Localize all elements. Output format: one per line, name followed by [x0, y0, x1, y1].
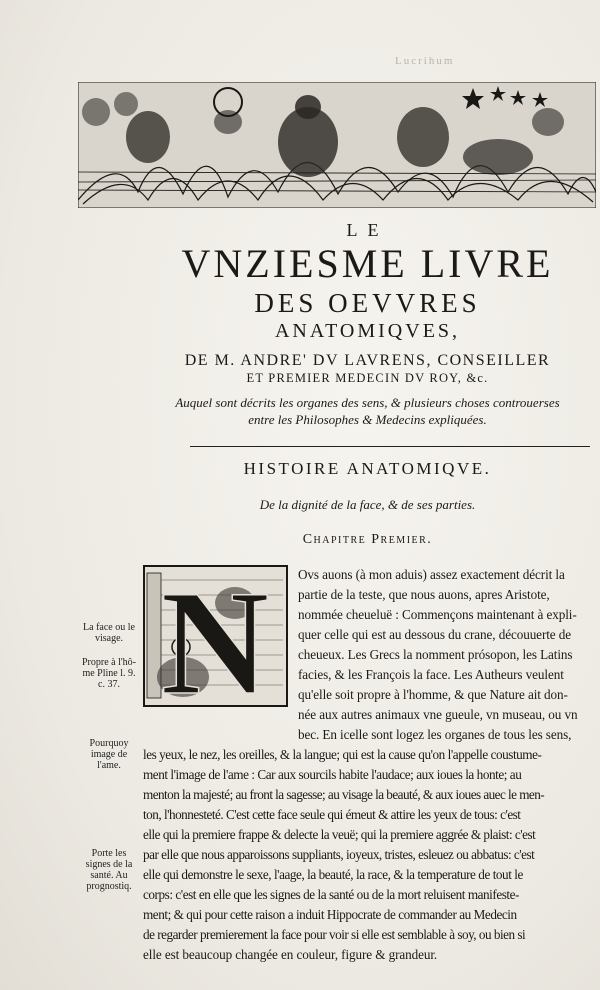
author-line-2: ET PREMIER MEDECIN DV ROY, &c.	[246, 371, 489, 385]
body-line: par elle que nous apparoissons suppliants, ioyeux, tristes, esleuez ou abbatus: c'est	[143, 847, 535, 862]
body-line: Ovs auons (à mon aduis) assez exactement décrit la	[298, 567, 565, 582]
body-line: elle qui la premiere frappe & delecte la veuë; qui la premiere aggrée & plaist: c'est	[143, 827, 536, 842]
body-line: qu'elle soit propre à l'homme, & que Nature ait don-	[298, 687, 568, 702]
body-line: nommée cheueluë : Commençons maintenant à expli-	[298, 607, 577, 622]
decorative-headpiece-banner	[78, 82, 596, 208]
subtitle-line-1: Auquel sont décrits les organes des sens, & plusieurs choses controuerses	[175, 395, 560, 410]
body-line: facies, & les François la face. Les Autheurs veulent	[298, 667, 564, 682]
section-subheading: De la dignité de la face, & de ses parties.	[259, 497, 476, 512]
chapter-heading: Chapitre Premier.	[302, 532, 433, 547]
body-line: elle qui demonstre le sexe, l'aage, la beauté, la race, & la temperature de tout le	[143, 867, 523, 882]
body-line: de regarder premierement la face pour voir si elle est semblable à soy, ou bien si	[143, 927, 526, 942]
body-line: menton la majesté; au front la sagesse; au visage la beauté, & aux ioues auec le men-	[143, 787, 545, 802]
margin-note: Pourquoy image de l'ame.	[89, 738, 129, 771]
title-des-oeuvres: DES OEVVRES	[254, 288, 481, 318]
body-line: ment l'image de l'ame : Car aux sourcils habite l'audace; aux ioues la honte; au	[143, 767, 522, 782]
horizontal-rule	[190, 446, 590, 447]
body-line: quer celle qui est au dessous du crane, découuerte de	[298, 627, 571, 642]
title-block	[140, 218, 595, 428]
title-anatomiques: ANATOMIQVES,	[274, 320, 461, 342]
title-main: VNZIESME LIVRE	[181, 241, 554, 286]
body-line: elle est beaucoup changée en couleur, figure & grandeur.	[143, 947, 438, 962]
margin-note: Propre à l'hô-me Pline l. 9. c. 37.	[81, 657, 136, 690]
subtitle-line-2: entre les Philosophes & Medecins expliquées.	[248, 412, 487, 427]
body-line: cheueux. Les Grecs la nomment prósopon, les Latins	[298, 647, 573, 662]
decorated-initial-art	[143, 565, 288, 707]
bleed-through-text: Lucrihum	[395, 55, 455, 67]
author-line-1: DE M. ANDRE' DV LAVRENS, CONSEILLER	[184, 352, 551, 369]
initial-letter: N	[160, 565, 270, 707]
title-le: LE	[346, 220, 389, 240]
body-line: les yeux, le nez, les oreilles, & la langue; qui est la cause qu'on l'appelle coustume-	[143, 747, 542, 762]
margin-note: Porte les signes de la santé. Au prognostiq.	[85, 848, 133, 892]
body-line: bec. En icelle sont logez les organes de tous les sens,	[298, 727, 572, 742]
body-line: née aux autres animaux vne gueule, vn museau, ou vn	[298, 707, 578, 722]
body-line: corps: c'est en elle que les signes de la santé ou de la mort reluisent manifeste-	[143, 887, 519, 902]
headpiece-engraving	[78, 82, 596, 208]
body-line: partie de la teste, que nous auons, apres Aristote,	[298, 587, 550, 602]
body-line: ment; & qui pour cette raison a induit Hippocrate de commander au Medecin	[143, 907, 517, 922]
margin-note: La face ou le visage.	[83, 622, 135, 644]
decorated-initial	[143, 565, 288, 707]
body-line: ton, l'honnesteté. C'est cette face seule qui émeut & attire les yeux de tous: c'est	[143, 807, 521, 822]
section-heading: HISTOIRE ANATOMIQVE.	[243, 459, 492, 478]
